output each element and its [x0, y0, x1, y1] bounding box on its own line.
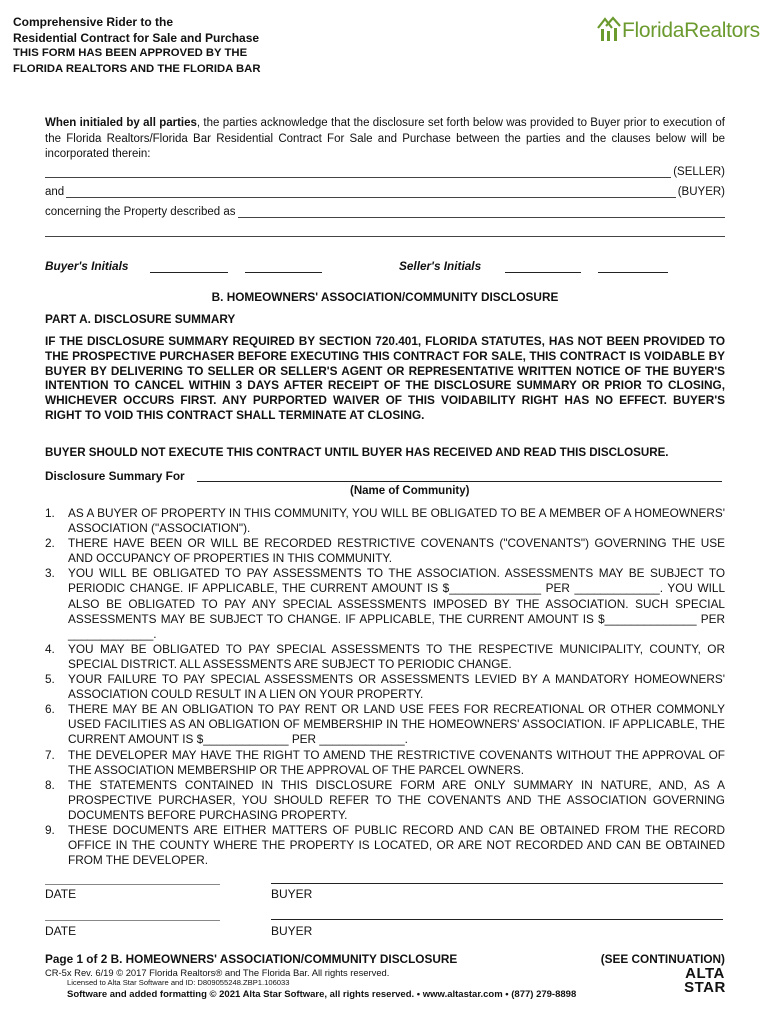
list-item: 9. THESE DOCUMENTS ARE EITHER MATTERS OF PUBLIC RECORD AND CAN BE OBTAINED FROM THE RECORD OFFICE IN THE COUNTY WHERE THE PROPERTY IS LOCATED, OR ARE NOT RECORDED AND CAN BE OBTAINED FROM THE DEVELOPER. — [45, 822, 725, 868]
list-item: 5. YOUR FAILURE TO PAY SPECIAL ASSESSMENTS OR ASSESSMENTS LEVIED BY A MANDATORY HOMEOWNERS' ASSOCIATION COULD RESULT IN A LIEN ON YOUR PROPERTY. — [45, 672, 725, 702]
list-item: 1. AS A BUYER OF PROPERTY IN THIS COMMUNITY, YOU WILL BE OBLIGATED TO BE A MEMBER OF A HOMEOWNERS' ASSOCIATION ("ASSOCIATION"). — [45, 506, 725, 536]
see-continuation: (SEE CONTINUATION) — [600, 952, 725, 966]
header-approval-line1: THIS FORM HAS BEEN APPROVED BY THE — [13, 47, 248, 59]
buyer-label-1: BUYER — [271, 887, 313, 901]
license-id: Licensed to Alta Star Software and ID: D809055248.ZBP1.106033 — [67, 978, 290, 987]
buyer-initials-field-2[interactable] — [245, 272, 322, 273]
buyer-signature-field-1[interactable] — [271, 883, 723, 884]
list-item: 3. YOU WILL BE OBLIGATED TO PAY ASSESSMENTS TO THE ASSOCIATION. ASSESSMENTS MAY BE SUBJECT TO PERIODIC CHANGE. IF APPLICABLE, THE CURRENT AMOUNT IS $______________ PER _____________. YOU WILL ALSO BE OBLIGATED TO PAY ANY SPECIAL ASSESSMENTS IMPOSED BY THE ASSOCIATION. SUCH SPECIAL ASSESSMENTS MAY BE SUBJECT TO CHANGE. IF APPLICABLE, THE CURRENT AMOUNT IS $______________ PER _____________. — [45, 566, 725, 641]
seller-name-field[interactable] — [45, 167, 671, 178]
intro-lead: When initialed by all parties — [45, 117, 197, 129]
buyer-initials-field-1[interactable] — [150, 272, 228, 273]
list-item: 2. THERE HAVE BEEN OR WILL BE RECORDED RESTRICTIVE COVENANTS ("COVENANTS") GOVERNING THE USE AND OCCUPANCY OF PROPERTIES IN THIS COMMUNITY. — [45, 536, 725, 566]
houses-icon — [596, 14, 622, 44]
date-field-2[interactable] — [45, 920, 220, 921]
property-row — [45, 206, 725, 218]
buyer-initials-label: Buyer's Initials — [45, 259, 129, 273]
part-a-heading: PART A. DISCLOSURE SUMMARY — [45, 312, 236, 326]
list-item: 7. THE DEVELOPER MAY HAVE THE RIGHT TO AMEND THE RESTRICTIVE COVENANTS WITHOUT THE APPROVAL OF THE ASSOCIATION MEMBERSHIP OR THE APPROVAL OF THE PARCEL OWNERS. — [45, 747, 725, 777]
seller-label: (SELLER) — [673, 166, 725, 178]
intro-paragraph — [45, 116, 725, 163]
community-name-field[interactable] — [197, 481, 722, 482]
buyer-signature-field-2[interactable] — [271, 919, 723, 920]
list-item: 4. YOU MAY BE OBLIGATED TO PAY SPECIAL ASSESSMENTS TO THE RESPECTIVE MUNICIPALITY, COUNTY, OR SPECIAL DISTRICT. ALL ASSESSMENTS ARE SUBJECT TO PERIODIC CHANGE. — [45, 641, 725, 671]
section-title: B. HOMEOWNERS' ASSOCIATION/COMMUNITY DISCLOSURE — [211, 290, 559, 304]
property-label: concerning the Property described as — [45, 206, 236, 218]
disclosure-items-list — [45, 506, 725, 868]
logo-wordmark: FloridaRealtors — [622, 19, 760, 42]
form-header — [13, 15, 260, 77]
property-description-field-2[interactable] — [45, 236, 725, 237]
seller-initials-field-1[interactable] — [505, 272, 581, 273]
date-label-2: DATE — [45, 924, 77, 938]
buyer-row — [45, 186, 725, 198]
seller-row — [45, 166, 725, 178]
alta-star-logo: ALTA STAR — [684, 965, 726, 996]
buyer-label: (BUYER) — [677, 186, 725, 198]
buyer-label-2: BUYER — [271, 924, 313, 938]
header-title-line2: Residential Contract for Sale and Purchase — [13, 30, 260, 45]
header-title-line1: Comprehensive Rider to the — [13, 15, 174, 29]
header-approval-line2: FLORIDA REALTORS AND THE FLORIDA BAR — [13, 62, 261, 75]
software-copyright: Software and added formatting © 2021 Alta Star Software, all rights reserved. • www.altastar.com • (877) 279-8898 — [67, 989, 577, 1000]
date-label-1: DATE — [45, 887, 77, 901]
page-number: Page 1 of 2 B. HOMEOWNERS' ASSOCIATION/COMMUNITY DISCLOSURE — [45, 952, 458, 966]
florida-realtors-logo — [596, 12, 766, 50]
list-item: 8. THE STATEMENTS CONTAINED IN THIS DISCLOSURE FORM ARE ONLY SUMMARY IN NATURE, AND, AS A PROSPECTIVE PURCHASER, YOU SHOULD REFER TO THE COVENANTS AND THE ASSOCIATION GOVERNING DOCUMENTS BEFORE PURCHASING PROPERTY. — [45, 777, 725, 822]
name-of-community-caption: (Name of Community) — [350, 485, 470, 497]
disclosure-summary-for-label: Disclosure Summary For — [45, 469, 185, 483]
property-description-field[interactable] — [238, 207, 726, 218]
intro-text: , the parties acknowledge that the disclosure set forth below was provided to Buyer prior to execution of the Florida Realtors/Florida Bar Residential Contract For Sale and Purchase between the parties and the clauses below will be incorporated therein: — [45, 117, 725, 160]
date-field-1[interactable] — [45, 884, 220, 885]
buyer-should-not-execute: BUYER SHOULD NOT EXECUTE THIS CONTRACT UNTIL BUYER HAS RECEIVED AND READ THIS DISCLOSURE. — [45, 446, 669, 459]
and-label: and — [45, 186, 65, 198]
seller-initials-label: Seller's Initials — [399, 259, 482, 273]
buyer-name-field[interactable] — [66, 187, 676, 198]
form-revision: CR-5x Rev. 6/19 © 2017 Florida Realtors® and The Florida Bar. All rights reserved. — [45, 967, 390, 978]
page-footer — [45, 952, 725, 966]
list-item: 6. THERE MAY BE AN OBLIGATION TO PAY RENT OR LAND USE FEES FOR RECREATIONAL OR OTHER COMMONLY USED FACILITIES AS AN OBLIGATION OF MEMBERSHIP IN THE HOMEOWNERS' ASSOCIATION. IF APPLICABLE, THE CURRENT AMOUNT IS $_____________ PER _____________. — [45, 702, 725, 747]
seller-initials-field-2[interactable] — [598, 272, 668, 273]
voidability-warning: IF THE DISCLOSURE SUMMARY REQUIRED BY SECTION 720.401, FLORIDA STATUTES, HAS NOT BEEN PROVIDED TO THE PROSPECTIVE PURCHASER BEFORE EXECUTING THIS CONTRACT FOR SALE, THIS CONTRACT IS VOIDABLE BY BUYER BY DELIVERING TO SELLER OR SELLER'S AGENT OR REPRESENTATIVE WRITTEN NOTICE OF THE BUYER'S INTENTION TO CANCEL WITHIN 3 DAYS AFTER RECEIPT OF THE DISCLOSURE SUMMARY OR PRIOR TO CLOSING, WHICHEVER OCCURS FIRST. ANY PURPORTED WAIVER OF THIS VOIDABILITY RIGHT HAS NO EFFECT. BUYER'S RIGHT TO VOID THIS CONTRACT SHALL TERMINATE AT CLOSING. — [45, 334, 725, 422]
